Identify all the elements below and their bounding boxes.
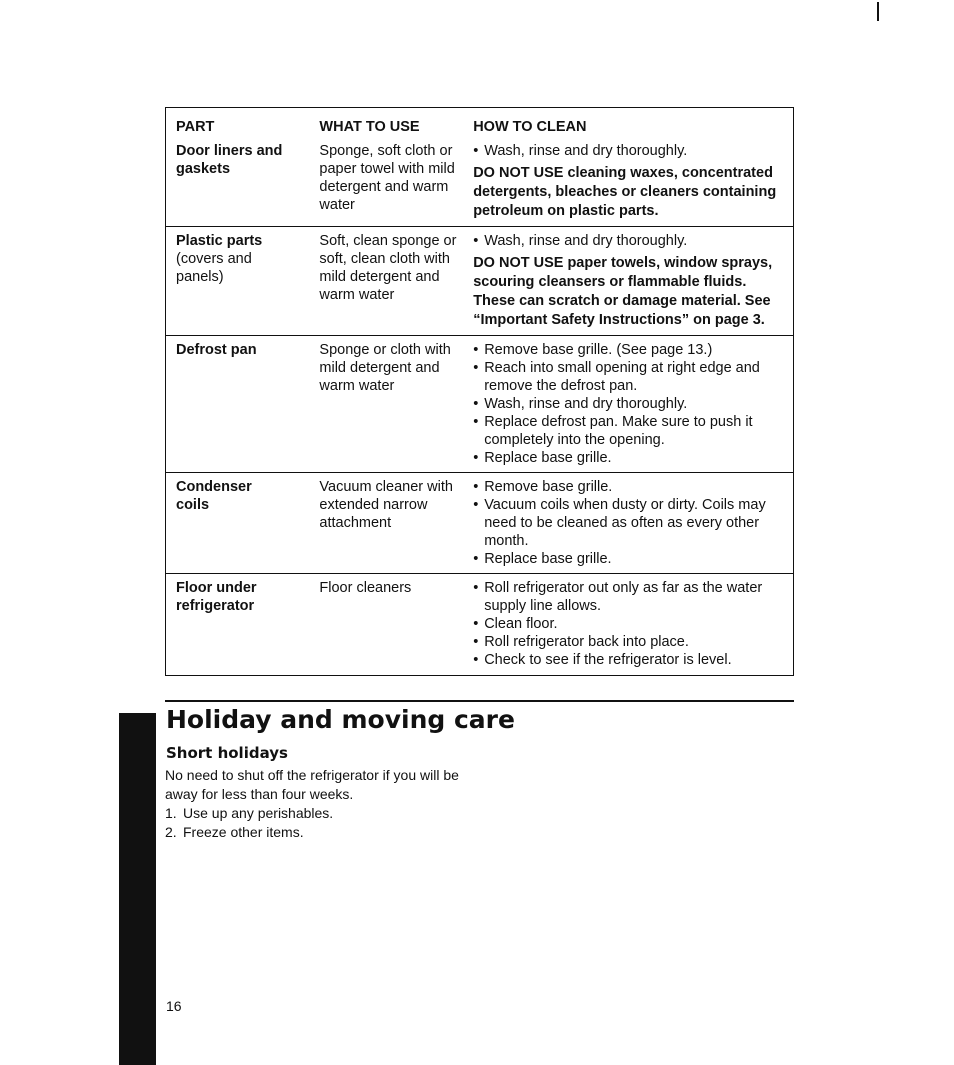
how-step: • Replace base grille.: [473, 449, 789, 467]
how-cell: [463, 574, 793, 676]
part-cell: [166, 336, 310, 473]
table-header-row: [166, 108, 794, 138]
holiday-steps: [165, 804, 333, 842]
what-cell: Floor cleaners: [319, 580, 412, 596]
section-divider: [165, 700, 794, 702]
how-step: • Replace defrost pan. Make sure to push it completely into the opening.: [473, 413, 789, 449]
header-how-to-clean: HOW TO CLEAN: [473, 119, 587, 135]
how-step: • Wash, rinse and dry thoroughly.: [473, 232, 789, 250]
header-what-to-use: WHAT TO USE: [319, 119, 420, 135]
part-name: Plastic parts: [176, 233, 263, 249]
step-number: 2.: [165, 824, 177, 840]
how-cell: [463, 227, 793, 336]
how-steps: [473, 341, 789, 467]
how-steps: [473, 232, 789, 250]
how-steps: [473, 579, 789, 669]
what-cell: Soft, clean sponge or soft, clean cloth with mild detergent and warm water: [319, 233, 457, 303]
part-name: Door liners and gaskets: [176, 143, 283, 177]
how-cell: [463, 336, 793, 473]
what-cell: Sponge, soft cloth or paper towel with mild detergent and warm water: [319, 143, 455, 213]
part-cell: [166, 137, 310, 227]
how-step: • Clean floor.: [473, 615, 789, 633]
how-step: • Remove base grille.: [473, 478, 789, 496]
intro-text: No need to shut off the refrigerator if you will be away for less than four weeks.: [165, 767, 459, 802]
how-step: • Remove base grille. (See page 13.): [473, 341, 789, 359]
table-row: [166, 227, 794, 336]
side-tab: [119, 713, 156, 1065]
how-step: • Reach into small opening at right edge and remove the defrost pan.: [473, 359, 789, 395]
what-cell: Sponge or cloth with mild detergent and warm water: [319, 342, 451, 394]
part-name: Defrost pan: [176, 342, 257, 358]
part-cell: [166, 473, 310, 574]
how-step: • Roll refrigerator back into place.: [473, 633, 789, 651]
how-step: • Replace base grille.: [473, 550, 789, 568]
list-item: [165, 804, 333, 823]
table-row: [166, 473, 794, 574]
subsection-title: Short holidays: [166, 744, 288, 762]
part-cell: [166, 574, 310, 676]
part-name: Floor under refrigerator: [176, 580, 257, 614]
warning-text: DO NOT USE cleaning waxes, concentrated detergents, bleaches or cleaners containing petroleum on plastic parts.: [473, 165, 777, 219]
cleaning-table: [165, 107, 794, 676]
header-part: PART: [176, 119, 215, 135]
how-step: • Vacuum coils when dusty or dirty. Coils may need to be cleaned as often as every other month.: [473, 496, 789, 550]
step-text: Use up any perishables.: [183, 805, 334, 821]
part-note: (covers and panels): [176, 251, 252, 285]
how-step: • Check to see if the refrigerator is level.: [473, 651, 789, 669]
edge-mark: [877, 2, 879, 21]
how-step: • Wash, rinse and dry thoroughly.: [473, 395, 789, 413]
how-steps: [473, 478, 789, 568]
page-number: 16: [166, 998, 182, 1014]
how-step: • Wash, rinse and dry thoroughly.: [473, 142, 789, 160]
how-cell: [463, 473, 793, 574]
how-steps: [473, 142, 789, 160]
part-name: Condenser coils: [176, 479, 252, 513]
what-cell: Vacuum cleaner with extended narrow attachment: [319, 479, 453, 531]
table-row: [166, 574, 794, 676]
how-cell: [463, 137, 793, 227]
part-cell: [166, 227, 310, 336]
list-item: [165, 823, 333, 842]
table-row: [166, 137, 794, 227]
warning-text: DO NOT USE paper towels, window sprays, scouring cleansers or flammable fluids. These can scratch or damage material. See “Important Safety Instructions” on page 3.: [473, 255, 773, 328]
table-row: [166, 336, 794, 473]
step-number: 1.: [165, 805, 177, 821]
step-text: Freeze other items.: [183, 824, 304, 840]
section-title: Holiday and moving care: [166, 705, 515, 734]
how-step: • Roll refrigerator out only as far as the water supply line allows.: [473, 579, 789, 615]
